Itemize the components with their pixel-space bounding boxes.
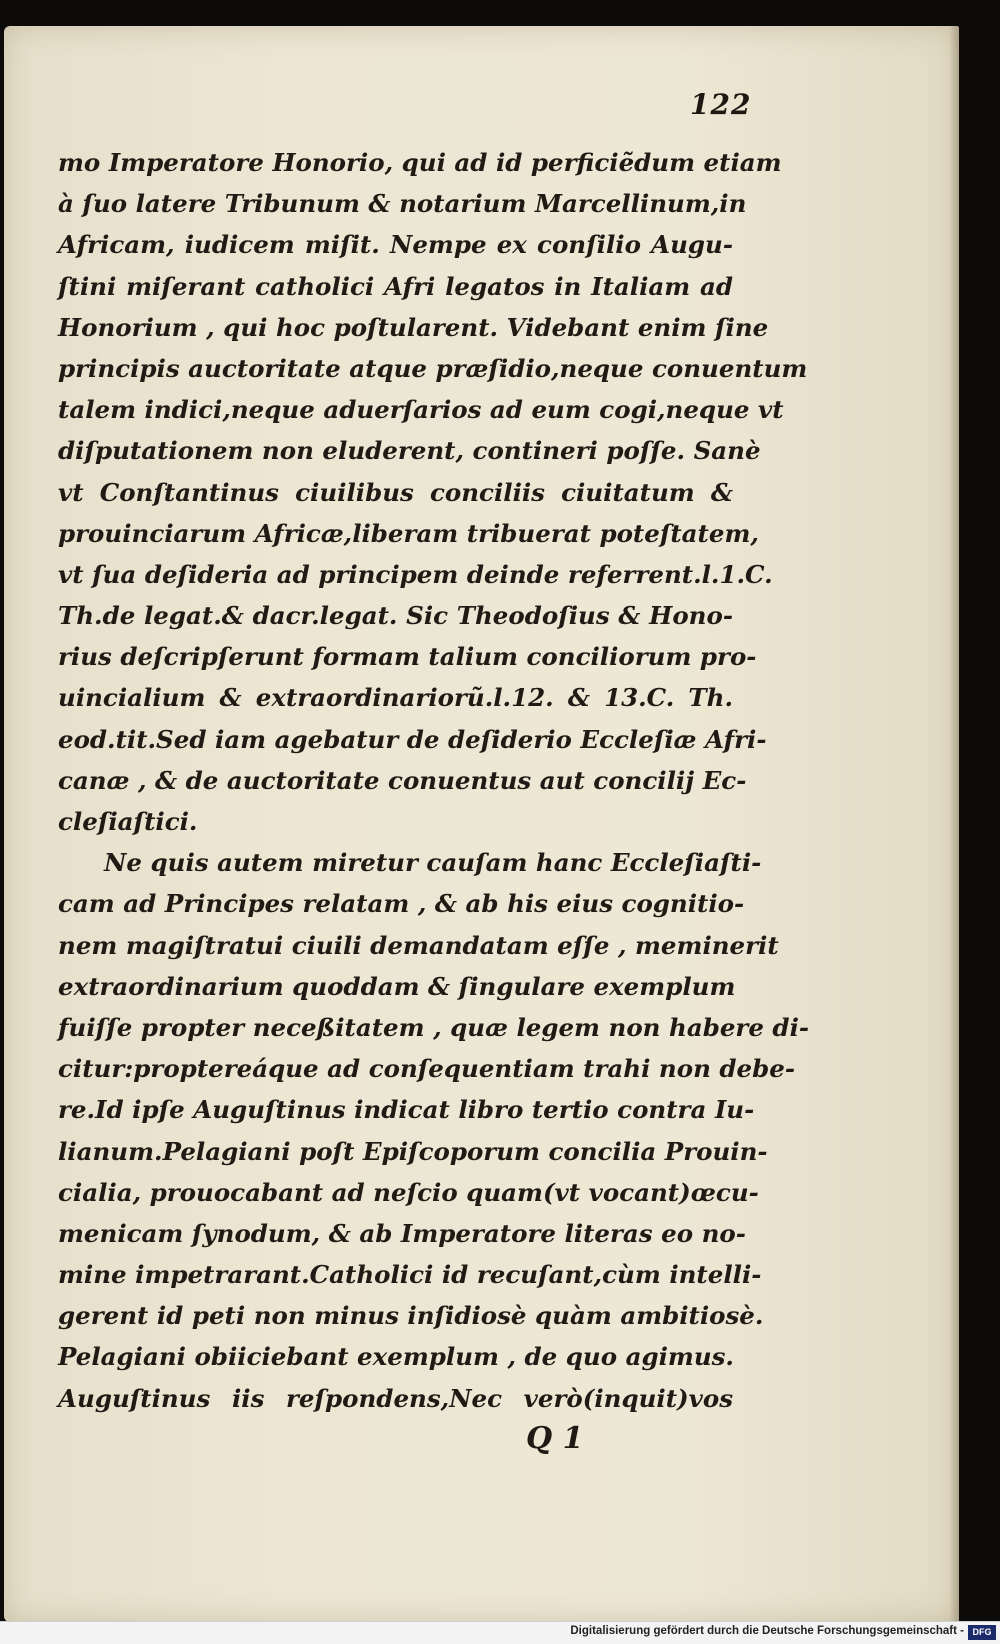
text-line: Africam, iudicem miſit. Nempe ex conſilio Augu-: [58, 230, 733, 260]
text-line: nem magiſtratui ciuili demandatam eſſe , meminerit: [58, 930, 779, 960]
text-line: à ſuo latere Tribunum & notarium Marcellinum,in: [58, 189, 747, 219]
text-line: canæ , & de auctoritate conuentus aut concilij Ec-: [58, 765, 747, 795]
footer-bar: [0, 1621, 1000, 1644]
text-line: Pelagiani obiiciebant exemplum , de quo agimus.: [58, 1342, 734, 1372]
text-line: vt Conſtantinus ciuilibus conciliis ciuitatum &: [58, 477, 733, 507]
text-line: citur:proptereáque ad conſequentiam trahi non debe-: [58, 1054, 796, 1084]
funding-notice: Digitalisierung gefördert durch die Deutsche Forschungsgemeinschaft -: [570, 1625, 964, 1637]
signature-mark: Q 1: [526, 1421, 584, 1456]
text-line: menicam ſynodum, & ab Imperatore literas eo no-: [58, 1218, 746, 1248]
text-line: mo Imperatore Honorio, qui ad id perficiẽdum etiam: [58, 148, 782, 177]
page-edge-shadow: [949, 26, 959, 1622]
text-line: talem indici,neque aduerſarios ad eum cogi,neque vt: [58, 395, 784, 425]
dfg-logo: DFG: [968, 1625, 996, 1640]
text-line: Th.de legat.& dacr.legat. Sic Theodoſius & Hono-: [58, 601, 733, 631]
text-line: rius deſcripſerunt formam talium conciliorum pro-: [58, 642, 757, 672]
text-line: eod.tit.Sed iam agebatur de deſiderio Eccleſiæ Afri-: [58, 724, 767, 754]
text-line: principis auctoritate atque præſidio,neque conuentum: [58, 353, 808, 383]
text-line: diſputationem non eluderent, contineri poſſe. Sanè: [58, 436, 761, 466]
text-line: Honorium , qui hoc poſtularent. Videbant enim ſine: [58, 312, 769, 342]
text-line: re.Id ipſe Auguſtinus indicat libro tertio contra Iu-: [58, 1095, 755, 1125]
text-line: gerent id peti non minus inſidiosè quàm ambitiosè.: [58, 1301, 764, 1331]
text-line: prouinciarum Africæ,liberam tribuerat poteſtatem,: [58, 518, 759, 548]
text-line: extraordinarium quoddam & ſingulare exemplum: [58, 971, 736, 1001]
text-line: mine impetrarant.Catholici id recuſant,cùm intelli-: [58, 1260, 762, 1290]
text-line: cleſiaſtici.: [58, 807, 198, 836]
text-line: fuiſſe propter neceßitatem , quæ legem non habere di-: [58, 1012, 810, 1042]
book-page: [4, 26, 959, 1622]
text-block: [58, 142, 810, 1419]
text-line: Ne quis autem miretur cauſam hanc Eccleſiaſti-: [104, 848, 762, 878]
text-line: ſtini miſerant catholici Afri legatos in Italiam ad: [58, 271, 733, 301]
text-line: vt ſua deſideria ad principem deinde referrent.l.1.C.: [58, 559, 773, 589]
text-line: cialia, prouocabant ad neſcio quam(vt vocant)œcu-: [58, 1177, 759, 1207]
text-line: lianum.Pelagiani poſt Epiſcoporum concilia Prouin-: [58, 1136, 768, 1166]
text-line: cam ad Principes relatam , & ab his eius cognitio-: [58, 889, 745, 919]
text-line: uincialium & extraordinariorũ.l.12. & 13.C. Th.: [58, 683, 733, 713]
text-line: Auguſtinus iis reſpondens,Nec verò(inquit)vos: [58, 1383, 733, 1413]
page-number: 122: [690, 88, 752, 121]
